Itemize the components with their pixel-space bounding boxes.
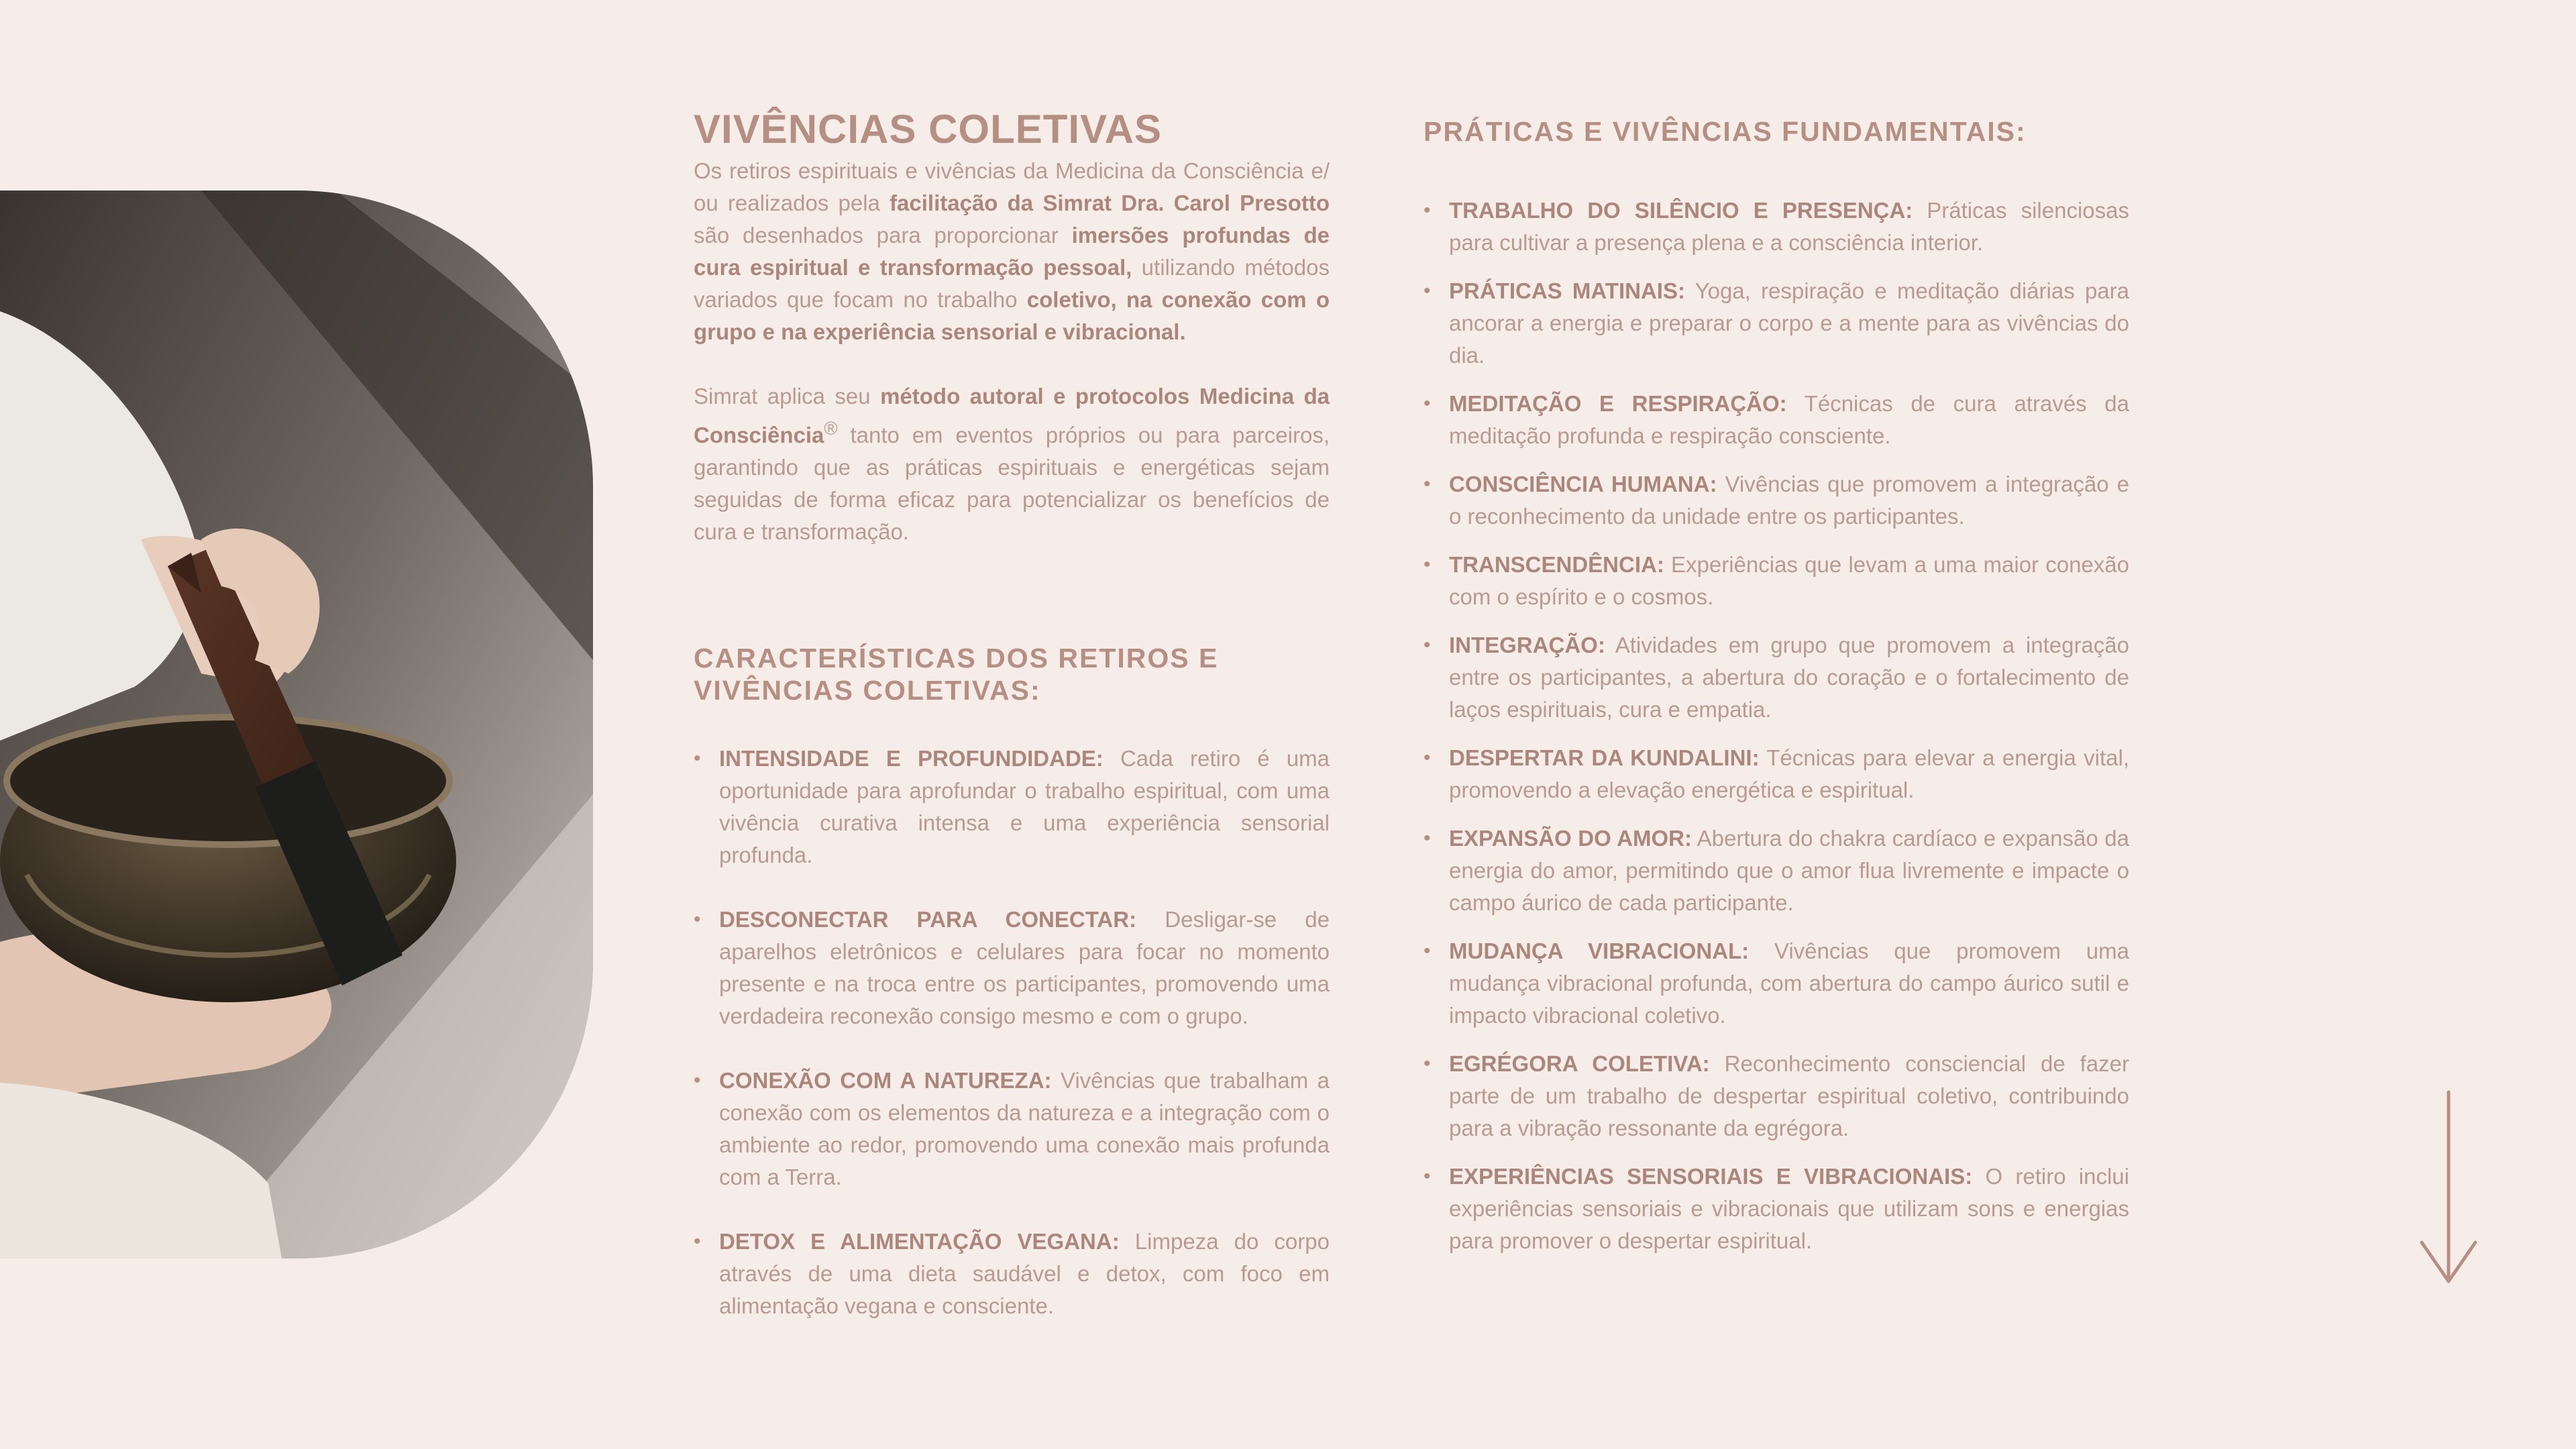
singing-bowl-photo — [0, 191, 593, 1258]
praticas-list — [1424, 195, 2129, 1257]
list-item: • DESPERTAR DA KUNDALINI: Técnicas para elevar a energia vital, promovendo a elevação energética e espiritual. — [1424, 742, 2129, 806]
list-item: • EXPANSÃO DO AMOR: Abertura do chakra cardíaco e expansão da energia do amor, permitindo que o amor flua livremente e impacte o campo áurico de cada participante. — [1424, 822, 2129, 919]
list-item: • INTENSIDADE E PROFUNDIDADE: Cada retiro é uma oportunidade para aprofundar o trabalho espiritual, com uma vivência curativa intensa e uma experiência sensorial profunda. — [694, 743, 1330, 871]
list-item: • PRÁTICAS MATINAIS: Yoga, respiração e meditação diárias para ancorar a energia e preparar o corpo e a mente para as vivências do dia. — [1424, 275, 2129, 372]
list-item: • DESCONECTAR PARA CONECTAR: Desligar-se de aparelhos eletrônicos e celulares para focar no momento presente e na troca entre os participantes, promovendo uma verdadeira reconexão consigo mesmo e com o grupo. — [694, 904, 1330, 1032]
left-column — [694, 104, 1330, 1354]
list-item: • CONEXÃO COM A NATUREZA: Vivências que trabalham a conexão com os elementos da natureza e a integração com o ambiente ao redor, promovendo uma conexão mais profunda com a Terra. — [694, 1065, 1330, 1193]
page-title: VIVÊNCIAS COLETIVAS — [694, 107, 1162, 152]
list-item: • MUDANÇA VIBRACIONAL: Vivências que promovem uma mudança vibracional profunda, com abertura do campo áurico sutil e impacto vibracional coletivo. — [1424, 935, 2129, 1032]
arrow-down-icon[interactable] — [2418, 1089, 2479, 1285]
list-item: • EXPERIÊNCIAS SENSORIAIS E VIBRACIONAIS: O retiro inclui experiências sensoriais e vibracionais que utilizam sons e energias para promover o despertar espiritual. — [1424, 1161, 2129, 1257]
caracteristicas-list — [694, 743, 1330, 1322]
intro-paragraph-2: Simrat aplica seu método autoral e protocolos Medicina da Consciência® tanto em eventos próprios ou para parceiros, garantindo que as práticas espirituais e energéticas sejam seguidas de forma eficaz para potencializar os benefícios de cura e transformação. — [694, 384, 1330, 544]
intro-paragraph-1: Os retiros espirituais e vivências da Medicina da Consciência e/ ou realizados pela facilitação da Simrat Dra. Carol Presotto são desenhados para proporcionar imersões profundas de cura espiritual e transformação pessoal, utilizando métodos variados que focam no trabalho coletivo, na conexão com o grupo e na experiência sensorial e vibracional. — [694, 158, 1330, 344]
praticas-heading: PRÁTICAS E VIVÊNCIAS FUNDAMENTAIS: — [1424, 116, 2027, 147]
right-column — [1424, 115, 2129, 1273]
list-item: • DETOX E ALIMENTAÇÃO VEGANA: Limpeza do corpo através de uma dieta saudável e detox, com foco em alimentação vegana e consciente. — [694, 1226, 1330, 1322]
list-item: • MEDITAÇÃO E RESPIRAÇÃO: Técnicas de cura através da meditação profunda e respiração consciente. — [1424, 388, 2129, 452]
list-item: • TRANSCENDÊNCIA: Experiências que levam a uma maior conexão com o espírito e o cosmos. — [1424, 549, 2129, 613]
list-item: • EGRÉGORA COLETIVA: Reconhecimento consciencial de fazer parte de um trabalho de despertar espiritual coletivo, contribuindo para a vibração ressonante da egrégora. — [1424, 1048, 2129, 1144]
list-item: • TRABALHO DO SILÊNCIO E PRESENÇA: Práticas silenciosas para cultivar a presença plena e a consciência interior. — [1424, 195, 2129, 259]
list-item: • INTEGRAÇÃO: Atividades em grupo que promovem a integração entre os participantes, a abertura do coração e o fortalecimento de laços espirituais, cura e empatia. — [1424, 629, 2129, 726]
caracteristicas-heading: CARACTERÍSTICAS DOS RETIROS E VIVÊNCIAS COLETIVAS: — [694, 643, 1219, 706]
list-item: • CONSCIÊNCIA HUMANA: Vivências que promovem a integração e o reconhecimento da unidade entre os participantes. — [1424, 468, 2129, 533]
